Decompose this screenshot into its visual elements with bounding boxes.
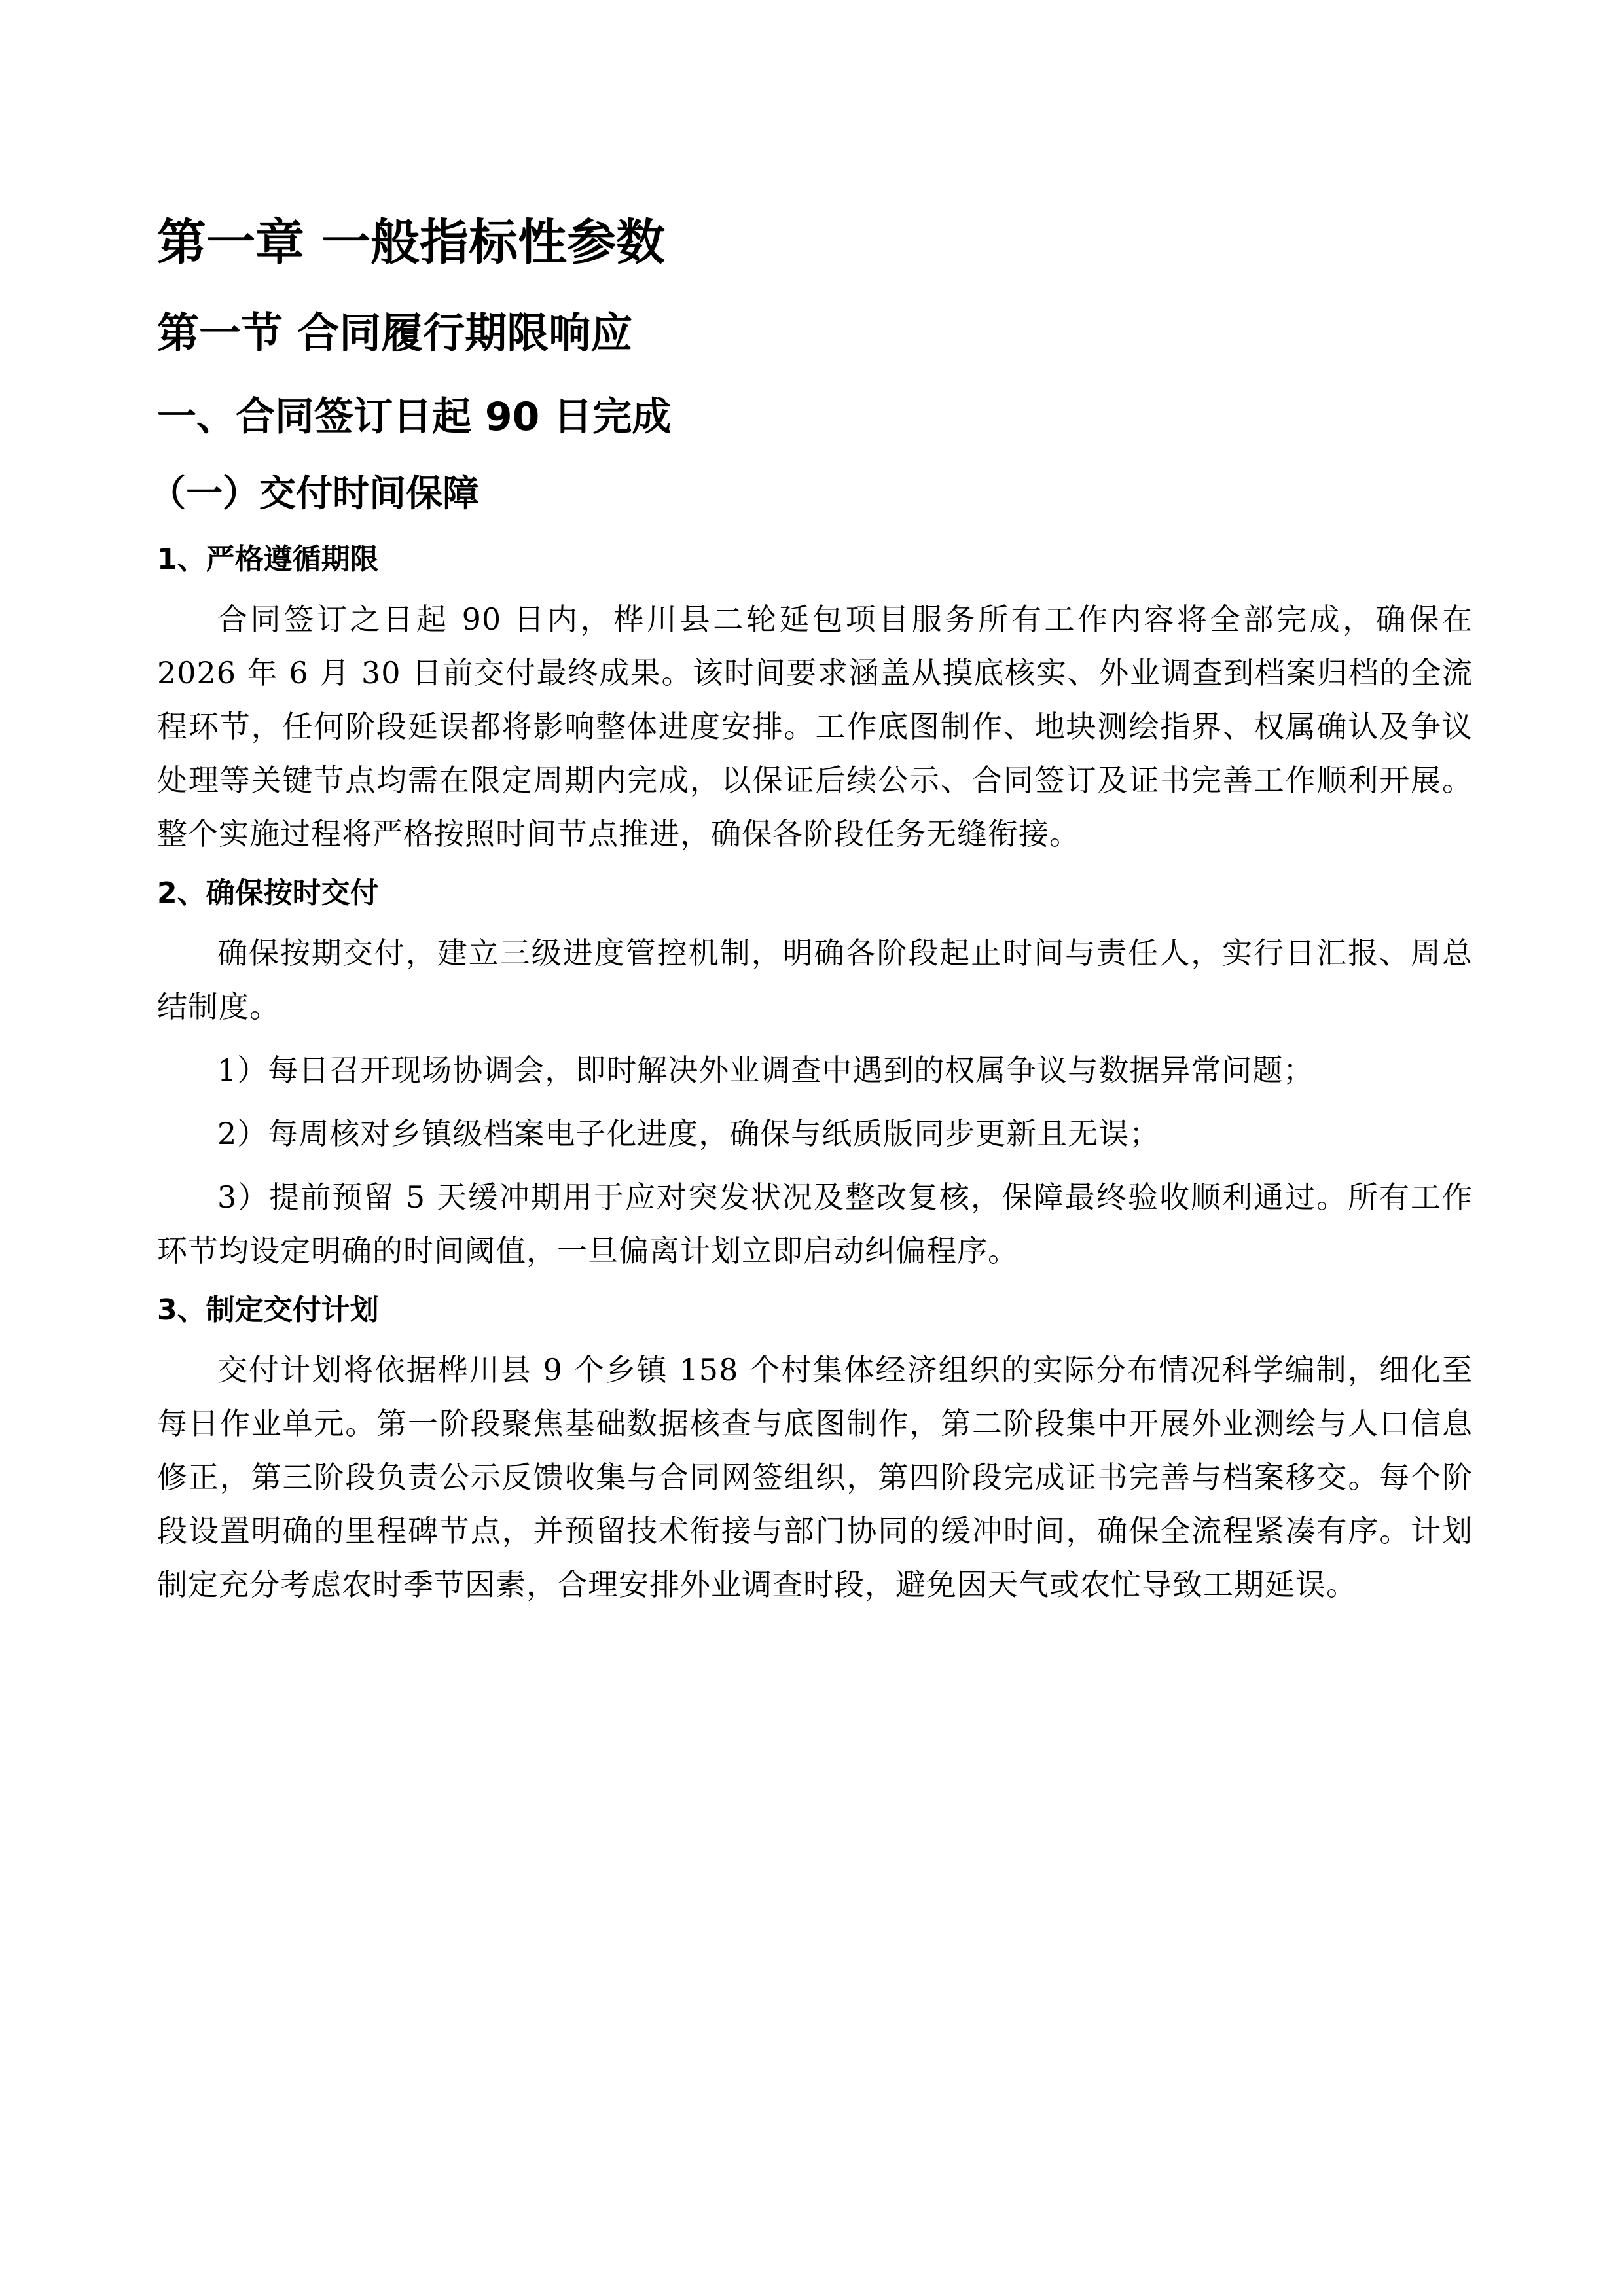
section-title: 第一节 合同履行期限响应 <box>157 310 633 358</box>
paragraph: 交付计划将依据桦川县 9 个乡镇 158 个村集体经济组织的实际分布情况科学编制，细化至每日作业单元。第一阶段聚焦基础数据核查与底图制作，第二阶段集中开展外业测绘与人口信息修正，第三阶段负责公示反馈收集与合同网签组织，第四阶段完成证书完善与档案移交。每个阶段设置明确的里程碑节点，并预留技术衔接与部门协同的缓冲时间，确保全流程紧凑有序。计划制定充分考虑农时季节因素，合理安排外业调查时段，避免因天气或农忙导致工期延误。 <box>157 1352 1473 1602</box>
paragraph: 确保按期交付，建立三级进度管控机制，明确各阶段起止时间与责任人，实行日汇报、周总结制度。 <box>157 935 1473 1024</box>
chapter-title: 第一章 一般指标性参数 <box>157 213 666 271</box>
list-item: 2）每周核对乡镇级档案电子化进度，确保与纸质版同步更新且无误； <box>217 1116 1161 1151</box>
item-heading: 3、制定交付计划 <box>157 1293 379 1327</box>
list-item: 1）每日召开现场协调会，即时解决外业调查中遇到的权属争议与数据异常问题； <box>217 1052 1314 1088</box>
part-title: （一）交付时间保障 <box>149 473 479 515</box>
item-heading: 2、确保按时交付 <box>157 876 379 910</box>
item-heading: 1、严格遵循期限 <box>157 543 379 576</box>
list-item: 3）提前预留 5 天缓冲期用于应对突发状况及整改复核，保障最终验收顺利通过。所有工作环节均设定明确的时间阈值，一旦偏离计划立即启动纠偏程序。 <box>157 1179 1473 1268</box>
subsection-title: 一、合同签订日起 90 日完成 <box>157 394 672 440</box>
paragraph: 合同签订之日起 90 日内，桦川县二轮延包项目服务所有工作内容将全部完成，确保在 2026 年 6 月 30 日前交付最终成果。该时间要求涵盖从摸底核实、外业调查到档案归档的全流程环节，任何阶段延误都将影响整体进度安排。工作底图制作、地块测绘指界、权属确认及争议处理等关键节点均需在限定周期内完成，以保证后续公示、合同签订及证书完善工作顺利开展。整个实施过程将严格按照时间节点推进，确保各阶段任务无缝衔接。 <box>157 601 1473 852</box>
document-page <box>149 209 1473 1621</box>
